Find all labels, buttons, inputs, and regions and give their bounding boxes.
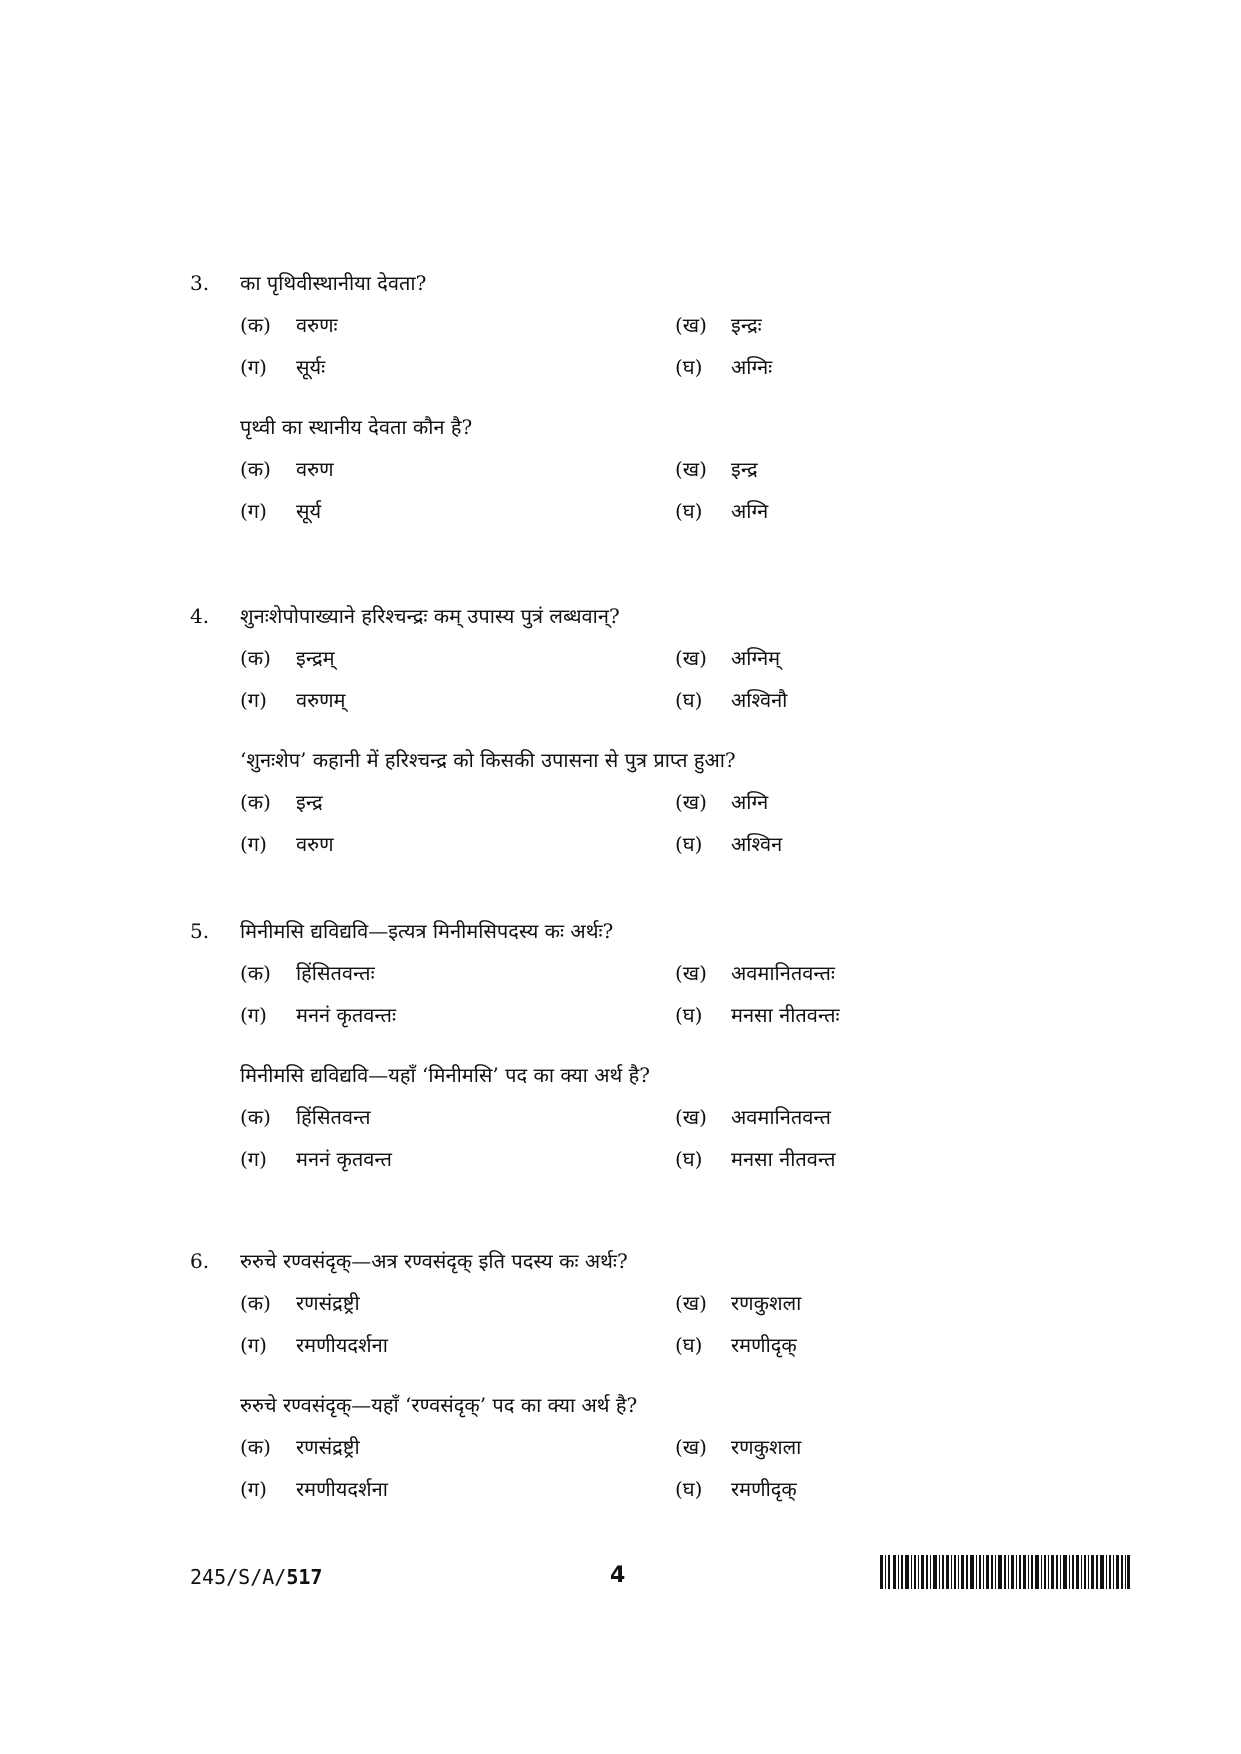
question-number: 3. [190,271,210,295]
option-kha: (ख) इन्द्र [675,457,758,481]
option-ka: (क) इन्द्र [240,790,323,814]
option-ga: (ग) रमणीयदर्शना [240,1477,388,1501]
question-text-hindi: पृथ्वी का स्थानीय देवता कौन है? [240,415,473,439]
option-kha: (ख) अग्नि [675,790,769,814]
option-ga: (ग) सूर्यः [240,355,326,379]
question-text-hindi: ‘शुनःशेप’ कहानी में हरिश्चन्द्र को किसकी उपासना से पुत्र प्राप्त हुआ? [240,748,736,772]
option-ka: (क) इन्द्रम् [240,646,335,670]
option-ga: (ग) मननं कृतवन्तः [240,1003,396,1027]
option-kha: (ख) अवमानितवन्तः [675,961,835,985]
question-6 [190,1240,1050,1510]
question-text-sanskrit: का पृथिवीस्थानीया देवता? [240,271,427,295]
question-3 [190,262,1050,532]
option-ka: (क) वरुण [240,457,334,481]
question-4 [190,595,1050,865]
page-number: 4 [610,1563,626,1588]
option-gha: (घ) रमणीदृक् [675,1333,797,1357]
option-kha: (ख) रणकुशला [675,1435,802,1459]
option-ka: (क) हिंसितवन्त [240,1105,371,1129]
paper-code: 245/S/A/517 [190,1565,323,1589]
option-ga: (ग) वरुणम् [240,688,346,712]
option-ka: (क) वरुणः [240,313,338,337]
option-gha: (घ) अश्विनौ [675,688,788,712]
option-gha: (घ) रमणीदृक् [675,1477,797,1501]
question-text-hindi: मिनीमसि द्यविद्यवि—यहाँ ‘मिनीमसि’ पद का क्या अर्थ है? [240,1063,650,1087]
option-kha: (ख) रणकुशला [675,1291,802,1315]
option-ga: (ग) सूर्य [240,499,322,523]
question-5 [190,910,1050,1180]
option-gha: (घ) अग्निः [675,355,773,379]
option-gha: (घ) मनसा नीतवन्त [675,1147,836,1171]
option-kha: (ख) अग्निम् [675,646,781,670]
option-gha: (घ) अग्नि [675,499,769,523]
question-text-sanskrit: मिनीमसि द्यविद्यवि—इत्यत्र मिनीमसिपदस्य कः अर्थः? [240,919,614,943]
question-number: 5. [190,919,210,943]
option-ka: (क) रणसंद्रष्ट्री [240,1435,360,1459]
question-number: 4. [190,604,210,628]
option-ga: (ग) मननं कृतवन्त [240,1147,392,1171]
option-gha: (घ) अश्विन [675,832,783,856]
barcode-icon [880,1555,1130,1589]
question-text-sanskrit: रुरुचे रण्वसंदृक्—अत्र रण्वसंदृक् इति पदस्य कः अर्थः? [240,1249,628,1273]
option-gha: (घ) मनसा नीतवन्तः [675,1003,840,1027]
option-ka: (क) हिंसितवन्तः [240,961,375,985]
question-text-hindi: रुरुचे रण्वसंदृक्—यहाँ ‘रण्वसंदृक्’ पद का क्या अर्थ है? [240,1393,638,1417]
option-ga: (ग) रमणीयदर्शना [240,1333,388,1357]
question-text-sanskrit: शुनःशेपोपाख्याने हरिश्चन्द्रः कम् उपास्य पुत्रं लब्धवान्? [240,604,620,628]
option-ka: (क) रणसंद्रष्ट्री [240,1291,360,1315]
question-number: 6. [190,1249,210,1273]
option-kha: (ख) इन्द्रः [675,313,762,337]
option-ga: (ग) वरुण [240,832,334,856]
option-kha: (ख) अवमानितवन्त [675,1105,831,1129]
